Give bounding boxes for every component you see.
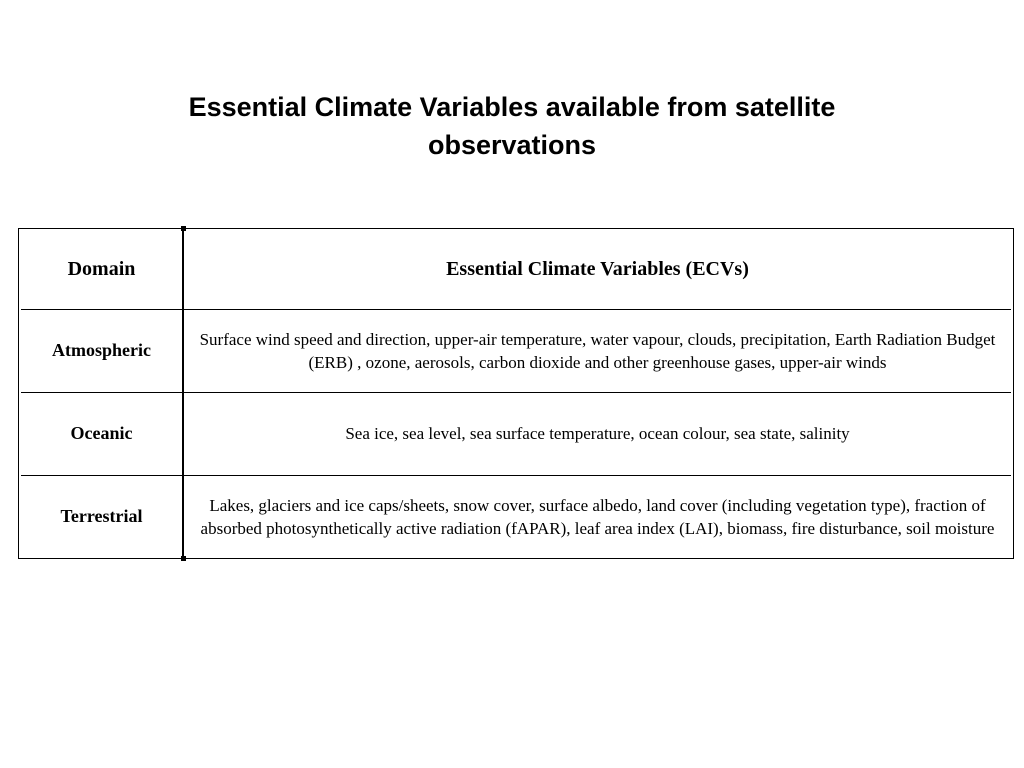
header-domain: Domain <box>21 231 183 309</box>
table-row-oceanic <box>21 392 1011 475</box>
ecv-cell: Surface wind speed and direction, upper-air temperature, water vapour, clouds, precipitation, Earth Radiation Budget (ERB) , ozone, aerosols, carbon dioxide and other greenhouse gases, upper-air winds <box>183 309 1011 392</box>
table-row-atmospheric <box>21 309 1011 392</box>
domain-cell: Oceanic <box>21 392 183 475</box>
domain-cell: Atmospheric <box>21 309 183 392</box>
column-divider-top-mark <box>181 226 186 231</box>
domain-cell: Terrestrial <box>21 475 183 558</box>
slide-title <box>0 88 1024 164</box>
ecv-cell: Lakes, glaciers and ice caps/sheets, snow cover, surface albedo, land cover (including vegetation type), fraction of absorbed photosynthetically active radiation (fAPAR), leaf area index (LAI), biomass, fire disturbance, soil moisture <box>183 475 1011 558</box>
ecv-table <box>21 231 1011 558</box>
table-row-terrestrial <box>21 475 1011 558</box>
ecv-cell: Sea ice, sea level, sea surface temperature, ocean colour, sea state, salinity <box>183 392 1011 475</box>
slide-title-line-2: observations <box>427 130 597 160</box>
slide-title-line-1: Essential Climate Variables available from satellite <box>188 92 836 122</box>
column-divider-bottom-mark <box>181 556 186 561</box>
header-ecvs: Essential Climate Variables (ECVs) <box>183 231 1011 309</box>
table-header-row <box>21 231 1011 309</box>
ecv-table-frame <box>18 228 1014 559</box>
